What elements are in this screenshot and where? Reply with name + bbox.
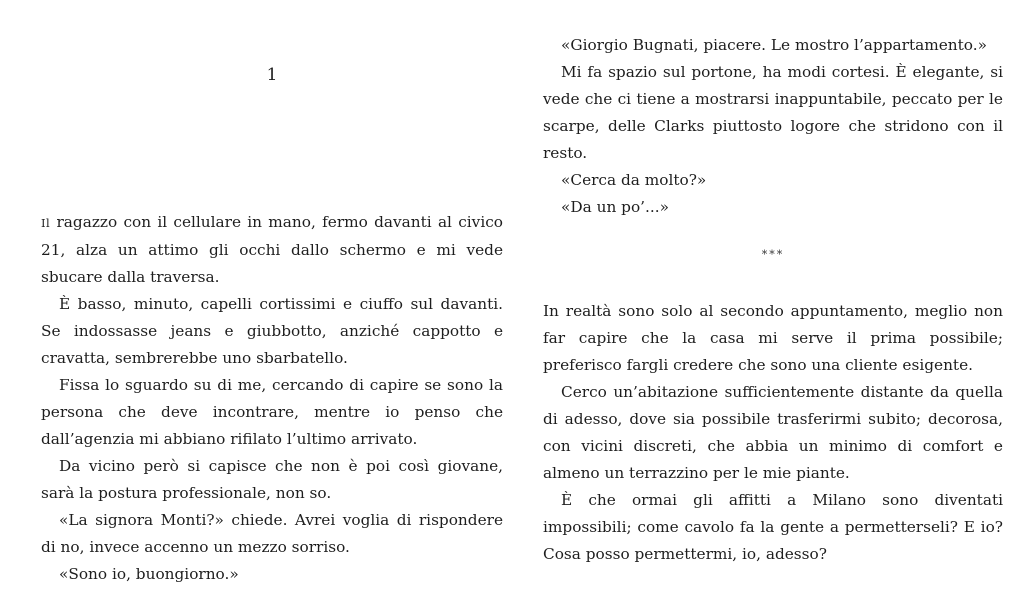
paragraph: «Sono io, buongiorno.»: [59, 565, 239, 583]
right-page-top-text: [543, 32, 1003, 221]
chapter-number: 1: [266, 65, 278, 85]
paragraph: «Cerca da molto?»: [561, 171, 707, 189]
paragraph-text: ragazzo con il cellulare in mano, fermo davanti al civico 21, alza un attimo gli occhi dallo schermo e mi vede sbucare dalla traversa.: [41, 213, 503, 286]
paragraph: È che ormai gli affitti a Milano sono diventati impossibili; come cavolo fa la gente a permetterseli? E io? Cosa posso permettermi, io, adesso?: [543, 491, 1003, 563]
paragraph: «La signora Monti?» chiede. Avrei voglia di rispondere di no, invece accenno un mezzo sorriso.: [41, 511, 503, 556]
left-page-text: [41, 209, 503, 588]
paragraph: Fissa lo sguardo su di me, cercando di capire se sono la persona che deve incontrare, mentre io penso che dall’agenzia mi abbiano rifilato l’ultimo arrivato.: [41, 376, 503, 448]
section-break: ***: [761, 248, 785, 261]
right-page-bottom-text: [543, 298, 1003, 568]
paragraph: Da vicino però si capisce che non è poi così giovane, sarà la postura professionale, non so.: [41, 457, 503, 502]
paragraph: Cerco un’abitazione sufficientemente distante da quella di adesso, dove sia possibile trasferirmi subito; decorosa, con vicini discreti, che abbia un minimo di comfort e almeno un terrazzino per le mie piante.: [543, 383, 1003, 482]
paragraph: In realtà sono solo al secondo appuntamento, meglio non far capire che la casa mi serve il prima possibile; preferisco fargli credere che sono una cliente esigente.: [543, 302, 1003, 374]
paragraph: [41, 209, 503, 291]
paragraph: «Giorgio Bugnati, piacere. Le mostro l’appartamento.»: [561, 36, 987, 54]
paragraph: Mi fa spazio sul portone, ha modi cortesi. È elegante, si vede che ci tiene a mostrarsi inappuntabile, peccato per le scarpe, delle Clarks piuttosto logore che stridono con il resto.: [543, 63, 1003, 162]
paragraph: È basso, minuto, capelli cortissimi e ciuffo sul davanti. Se indossasse jeans e giubbotto, anziché cappotto e cravatta, sembrerebbe uno sbarbatello.: [41, 295, 503, 367]
dropcap-word: Il: [41, 216, 51, 230]
paragraph: «Da un po’...»: [561, 198, 669, 216]
